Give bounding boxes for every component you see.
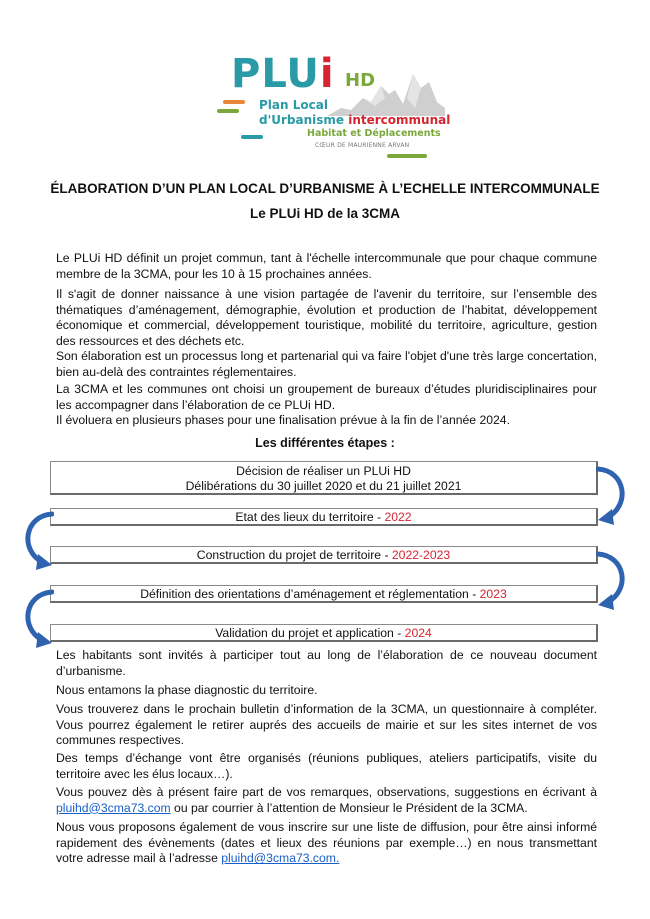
- page-title: ÉLABORATION D’UN PLAN LOCAL D’URBANISME À L’ECHELLE INTERCOMMUNALE: [50, 181, 600, 196]
- curved-arrow-left-icon: [18, 510, 54, 574]
- intro-paragraph-4: La 3CMA et les communes ont choisi un groupement de bureaux d’études pluridisciplinaires pour les accompagner dans l’élaboration de ce PLUi HD.: [56, 382, 597, 412]
- outro-paragraph-5: Vous pouvez dès à présent faire part de vos remarques, observations, suggestions en écrivant à pluihd@3cma73.com ou par courrier à l’attention de Monsieur le Président de la 3CMA.: [56, 785, 597, 815]
- logo-line-plan-local: Plan Local: [259, 98, 328, 112]
- step-decision-dates: Délibérations du 30 juillet 2020 et du 21 juillet 2021: [185, 479, 462, 493]
- intro-paragraph-3: Son élaboration est un processus long et partenarial qui va faire l'objet d'une très large concertation, bien au-delà des contraintes réglementaires.: [56, 349, 597, 379]
- outro-paragraph-3: Vous trouverez dans le prochain bulletin d’information de la 3CMA, un questionnaire à compléter. Vous pourrez également le retirer auprés des accueils de mairie et sur les sites internet de vos communes respectives.: [56, 702, 597, 748]
- outro-paragraph-1: Les habitants sont invités à participer tout au long de l’élaboration de ce nouveau document d’urbanisme.: [56, 648, 597, 678]
- step-year: 2023: [479, 587, 507, 601]
- outro-paragraph-6: Nous vous proposons également de vous inscrire sur une liste de diffusion, pour être ainsi informé rapidement des évènements (dates et lieux des réunions par exemple…) en nous transmettant votre adresse mail à l’adresse pluihd@3cma73.com.: [56, 820, 597, 866]
- logo-bar-green-right: [387, 154, 427, 158]
- intro-paragraph-2: Il s'agit de donner naissance à une vision partagée de l'avenir du territoire, sur l’ensemble des thématiques d’aménagement, démographie, évolution et production de l’habitat, développement économique et commercial, développement touristique, mobilité du territoire, agriculture, gestion des ressources et des déchets etc.: [56, 287, 597, 348]
- outro-paragraph-4: Des temps d’échange vont être organisés (réunions publiques, ateliers participatifs, visite du territoire avec les élus locaux…).: [56, 751, 597, 781]
- intro-paragraph-5: Il évoluera en plusieurs phases pour une finalisation prévue à la fin de l’année 2024.: [56, 413, 510, 427]
- curved-arrow-right-icon: [596, 465, 632, 529]
- logo-bar-orange: [223, 100, 245, 104]
- curved-arrow-right-icon: [596, 550, 632, 614]
- logo-line-territory: CŒUR DE MAURIENNE ARVAN: [315, 142, 410, 149]
- step-definition: Définition des orientations d’aménagement et réglementation - 2023: [50, 585, 598, 603]
- step-validation: Validation du projet et application - 2024: [50, 624, 598, 642]
- email-link[interactable]: pluihd@3cma73.com.: [221, 851, 340, 866]
- intro-paragraph-1: Le PLUi HD définit un projet commun, tant à l'échelle intercommunale que pour chaque commune membre de la 3CMA, pour les 10 à 15 prochaines années.: [56, 251, 597, 281]
- step-decision-title: Décision de réaliser un PLUi HD: [236, 464, 411, 478]
- logo-bar-green-left: [217, 109, 239, 113]
- logo-line-urbanisme: d'Urbanisme intercommunal: [259, 113, 451, 127]
- curved-arrow-left-icon: [18, 588, 54, 652]
- email-link[interactable]: pluihd@3cma73.com: [56, 800, 171, 815]
- logo-line-habitat: Habitat et Déplacements: [307, 128, 441, 139]
- step-year: 2024: [404, 626, 432, 640]
- steps-heading: Les différentes étapes :: [255, 436, 395, 450]
- step-construction: Construction du projet de territoire - 2022-2023: [50, 546, 598, 564]
- logo-hd: HD: [345, 70, 376, 91]
- outro-paragraph-2: Nous entamons la phase diagnostic du territoire.: [56, 683, 318, 697]
- step-year: 2022: [384, 510, 412, 524]
- logo-wordmark: PLUi: [231, 51, 335, 97]
- step-etat-des-lieux: Etat des lieux du territoire - 2022: [50, 508, 598, 526]
- step-year: 2022-2023: [391, 548, 451, 562]
- page-subtitle: Le PLUi HD de la 3CMA: [249, 206, 401, 221]
- step-decision: [50, 461, 598, 495]
- logo-bar-teal: [241, 135, 263, 139]
- plui-hd-logo: [215, 48, 451, 160]
